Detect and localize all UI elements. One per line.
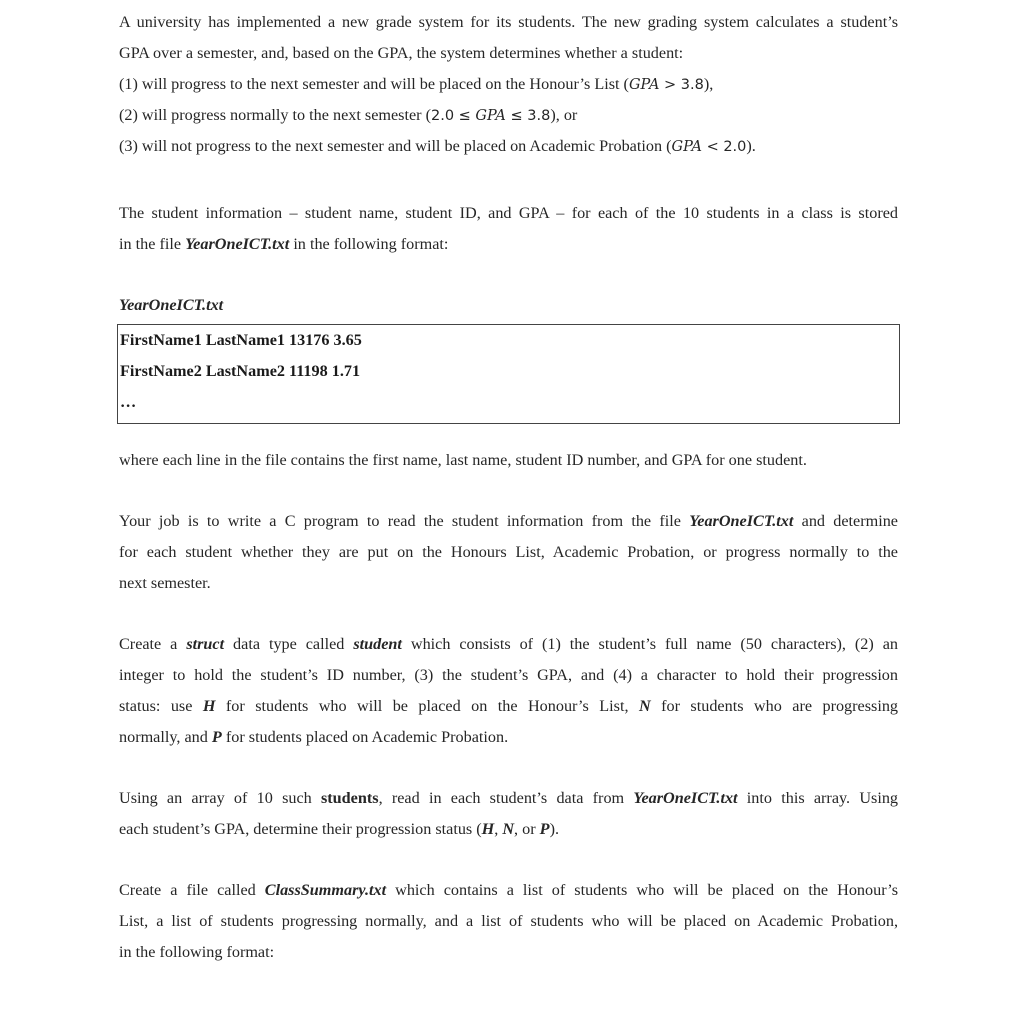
criteria-item-1 <box>119 69 898 100</box>
criteria-item-3-text: (3) will not progress to the next semester and will be placed on Academic Probation ( <box>119 137 672 155</box>
info-line-1: The student information – student name, student ID, and GPA – for each of the 10 students in a class is stored <box>119 204 898 222</box>
criteria-item-3-math-rest: < 2.0 <box>701 139 747 155</box>
job-line-2: for each student whether they are put on the Honours List, Academic Probation, or progress normally to the <box>119 543 898 561</box>
job-line-3: next semester. <box>119 574 211 592</box>
criteria-item-3-math <box>671 139 746 155</box>
gpa-variable: GPA <box>628 77 660 93</box>
struct-line-1-b: data type called <box>224 635 354 653</box>
criteria-item-2-end: ), or <box>550 106 578 124</box>
summary-line-1-a: Create a file called <box>119 881 265 899</box>
struct-paragraph <box>119 629 898 753</box>
file-example-box <box>117 324 900 424</box>
status-code-p: P <box>211 728 222 746</box>
job-paragraph <box>119 506 898 599</box>
file-example-title-block <box>119 290 898 321</box>
status-code-n: N <box>638 697 651 715</box>
status-code-n: N <box>502 820 515 838</box>
file-example-ellipsis: … <box>120 393 137 411</box>
struct-line-4-a: normally, and <box>119 728 212 746</box>
array-line-1 <box>119 783 898 814</box>
intro-line-2: GPA over a semester, and, based on the GPA, the system determines whether a student: <box>119 44 684 62</box>
students-term: students <box>320 789 379 807</box>
gpa-variable: GPA <box>475 108 506 124</box>
where-paragraph <box>119 445 898 476</box>
array-line-2-b: ). <box>549 820 559 838</box>
input-filename: YearOneICT.txt <box>633 789 738 807</box>
file-example-title: YearOneICT.txt <box>119 296 224 314</box>
intro-paragraph <box>119 7 898 162</box>
status-code-h: H <box>481 820 495 838</box>
info-line-2-post: in the following format: <box>289 235 449 253</box>
struct-line-2: integer to hold the student’s ID number, (3) the student’s GPA, and (4) a character to hold their progression <box>119 666 898 684</box>
info-line-2-pre: in the file <box>119 235 186 253</box>
array-line-1-a: Using an array of 10 such <box>119 789 321 807</box>
array-line-2-sep1: , <box>494 820 503 838</box>
summary-paragraph <box>119 875 898 968</box>
struct-line-3-a: status: use <box>119 697 203 715</box>
struct-line-3-c: for students who are progressing <box>650 697 898 715</box>
summary-line-1-b: which contains a list of students who will be placed on the Honour’s <box>386 881 898 899</box>
job-line-1-pre: Your job is to write a C program to read the student information from the file <box>119 512 690 530</box>
struct-line-4 <box>119 722 898 753</box>
summary-line-2: List, a list of students progressing normally, and a list of students who will be placed on Academic Probation, <box>119 912 898 930</box>
job-line-1 <box>119 506 898 537</box>
struct-keyword: struct <box>186 635 225 653</box>
file-example-row-2: FirstName2 LastName2 11198 1.71 <box>120 362 361 380</box>
status-code-p: P <box>539 820 550 838</box>
criteria-item-2-text: (2) will progress normally to the next semester ( <box>119 106 431 124</box>
array-line-2-sep2: , or <box>514 820 540 838</box>
struct-line-3-b: for students who will be placed on the Honour’s List, <box>215 697 639 715</box>
array-line-2 <box>119 814 898 845</box>
struct-line-3 <box>119 691 898 722</box>
array-line-2-a: each student’s GPA, determine their progression status ( <box>119 820 482 838</box>
criteria-item-1-end: ), <box>703 75 714 93</box>
struct-line-4-b: for students placed on Academic Probation. <box>221 728 509 746</box>
criteria-item-1-text: (1) will progress to the next semester and will be placed on the Honour’s List ( <box>119 75 629 93</box>
gpa-variable: GPA <box>671 139 702 155</box>
criteria-item-3 <box>119 131 898 162</box>
struct-line-1-a: Create a <box>119 635 187 653</box>
summary-line-3: in the following format: <box>119 943 275 961</box>
criteria-item-2-math-left: 2.0 ≤ <box>430 108 476 124</box>
info-paragraph <box>119 198 898 260</box>
summary-line-1 <box>119 875 898 906</box>
criteria-item-2-math-right: ≤ 3.8 <box>505 108 551 124</box>
criteria-item-2-math <box>431 108 550 124</box>
criteria-item-1-math-rest: > 3.8 <box>659 77 704 93</box>
array-line-1-b: , read in each student’s data from <box>378 789 634 807</box>
array-line-1-c: into this array. Using <box>737 789 898 807</box>
info-line-2 <box>119 229 898 260</box>
student-type-name: student <box>353 635 402 653</box>
criteria-item-3-end: ). <box>746 137 756 155</box>
file-example-row-1: FirstName1 LastName1 13176 3.65 <box>120 331 362 349</box>
input-filename: YearOneICT.txt <box>185 235 290 253</box>
status-code-h: H <box>202 697 216 715</box>
where-line: where each line in the file contains the first name, last name, student ID number, and GPA for one student. <box>119 451 807 469</box>
array-paragraph <box>119 783 898 845</box>
criteria-item-1-math <box>629 77 704 93</box>
job-line-1-post: and determine <box>793 512 898 530</box>
struct-line-1 <box>119 629 898 660</box>
output-filename: ClassSummary.txt <box>264 881 387 899</box>
intro-line-1: A university has implemented a new grade system for its students. The new grading system calculates a student’s <box>119 13 898 31</box>
input-filename: YearOneICT.txt <box>689 512 794 530</box>
criteria-item-2 <box>119 100 898 131</box>
struct-line-1-c: which consists of (1) the student’s full name (50 characters), (2) an <box>401 635 898 653</box>
